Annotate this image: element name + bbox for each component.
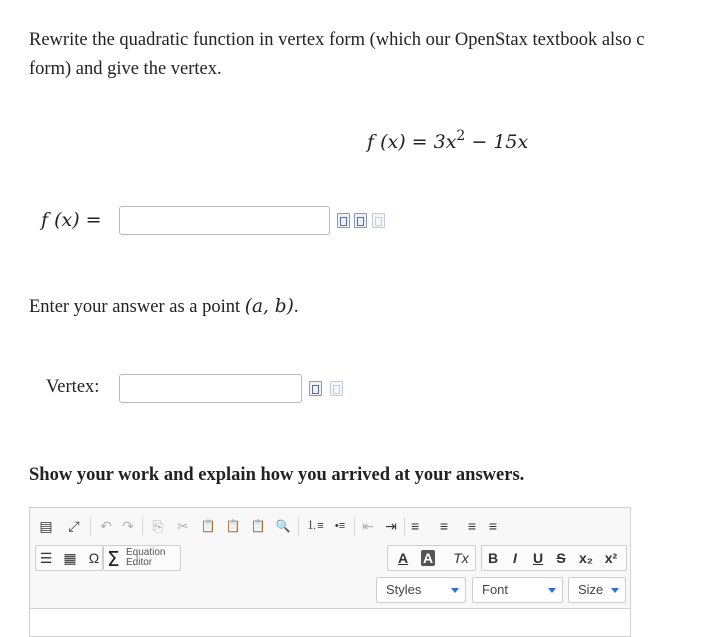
styles-dropdown[interactable] (376, 577, 466, 603)
source-icon[interactable]: ▤ (39, 518, 53, 534)
paste-text-icon[interactable]: 📋 (225, 519, 241, 533)
numbered-list-icon[interactable]: ⒈≡ (306, 520, 324, 532)
remove-format-icon[interactable]: Tx (453, 550, 469, 566)
copy-icon[interactable]: ⎘ (152, 518, 164, 534)
paste-icon[interactable]: 📋 (200, 519, 216, 533)
toolbar-separator (90, 517, 91, 535)
help-document-icon[interactable] (372, 213, 385, 228)
font-dropdown[interactable] (472, 577, 563, 603)
toolbar-separator (142, 517, 143, 535)
equation-editor-line1: Equation (126, 547, 166, 558)
background-color-icon[interactable]: A (422, 550, 434, 566)
equation-editor-icon[interactable] (337, 213, 350, 228)
undo-icon[interactable]: ↶ (100, 518, 112, 534)
align-left-icon[interactable]: ≡ (411, 518, 420, 534)
align-right-icon[interactable]: ≡ (467, 518, 476, 534)
point-hint (29, 296, 298, 318)
editor-content-area[interactable] (30, 608, 630, 636)
subscript-button[interactable]: x₂ (578, 550, 593, 566)
answer-function-label: f (x) = (41, 209, 102, 231)
toolbar-separator (298, 517, 299, 535)
redo-icon[interactable]: ↷ (122, 518, 134, 534)
paste-word-icon[interactable]: 📋 (250, 519, 266, 533)
toolbar-separator (354, 517, 355, 535)
outdent-icon[interactable]: ⇤ (362, 518, 374, 534)
vertex-answer-input[interactable] (119, 374, 302, 403)
hint-point: (a, b) (244, 296, 294, 317)
question-line-1: Rewrite the quadratic function in vertex form (which our OpenStax textbook also c (29, 30, 645, 50)
equation-lhs: f (x) = 3x (367, 131, 457, 153)
preview-icon[interactable] (354, 213, 367, 228)
find-icon[interactable]: 🔍 (275, 519, 291, 533)
question-line-2: form) and give the vertex. (29, 59, 222, 79)
hint-end: . (293, 297, 299, 317)
chevron-down-icon (548, 588, 556, 593)
function-equation (367, 128, 528, 153)
justify-icon[interactable]: ≡ (488, 518, 498, 534)
equation-editor-line2: Editor (126, 557, 153, 568)
text-color-icon[interactable]: A (397, 550, 409, 566)
chevron-down-icon (611, 588, 619, 593)
chevron-down-icon (451, 588, 459, 593)
function-answer-input[interactable] (119, 206, 330, 235)
strikethrough-button[interactable]: S (556, 550, 566, 566)
vertex-equation-editor-icon[interactable] (309, 381, 322, 396)
indent-icon[interactable]: ⇥ (385, 518, 397, 534)
horizontal-rule-icon[interactable]: ☰ (39, 550, 53, 566)
size-dropdown-label: Size (578, 582, 604, 597)
equation-rhs: − 15x (465, 131, 529, 153)
size-dropdown[interactable] (568, 577, 626, 603)
omega-icon[interactable]: Ω (88, 550, 100, 566)
equation-exponent: 2 (456, 128, 466, 144)
hint-text: Enter your answer as a point (29, 297, 245, 317)
equation-editor-button[interactable] (103, 545, 181, 571)
vertex-help-document-icon[interactable] (330, 381, 343, 396)
font-dropdown-label: Font (482, 582, 509, 597)
bulleted-list-icon[interactable]: •≡ (334, 520, 346, 532)
styles-dropdown-label: Styles (386, 582, 422, 597)
bold-button[interactable]: B (487, 550, 499, 566)
align-center-icon[interactable]: ≡ (439, 518, 449, 534)
rich-text-editor (29, 507, 631, 637)
vertex-label: Vertex: (46, 377, 100, 397)
question-prompt (29, 26, 728, 84)
table-icon[interactable]: ▦ (63, 550, 77, 566)
superscript-button[interactable]: x² (604, 550, 618, 566)
maximize-icon[interactable]: ⤢ (68, 518, 80, 534)
work-prompt: Show your work and explain how you arrived at your answers. (29, 465, 525, 485)
cut-icon[interactable]: ✂ (177, 518, 189, 534)
sigma-icon: Σ (107, 547, 120, 571)
italic-button[interactable]: I (513, 550, 517, 566)
underline-button[interactable]: U (532, 550, 544, 566)
toolbar-separator (404, 517, 405, 535)
equation-editor-label (126, 548, 165, 568)
